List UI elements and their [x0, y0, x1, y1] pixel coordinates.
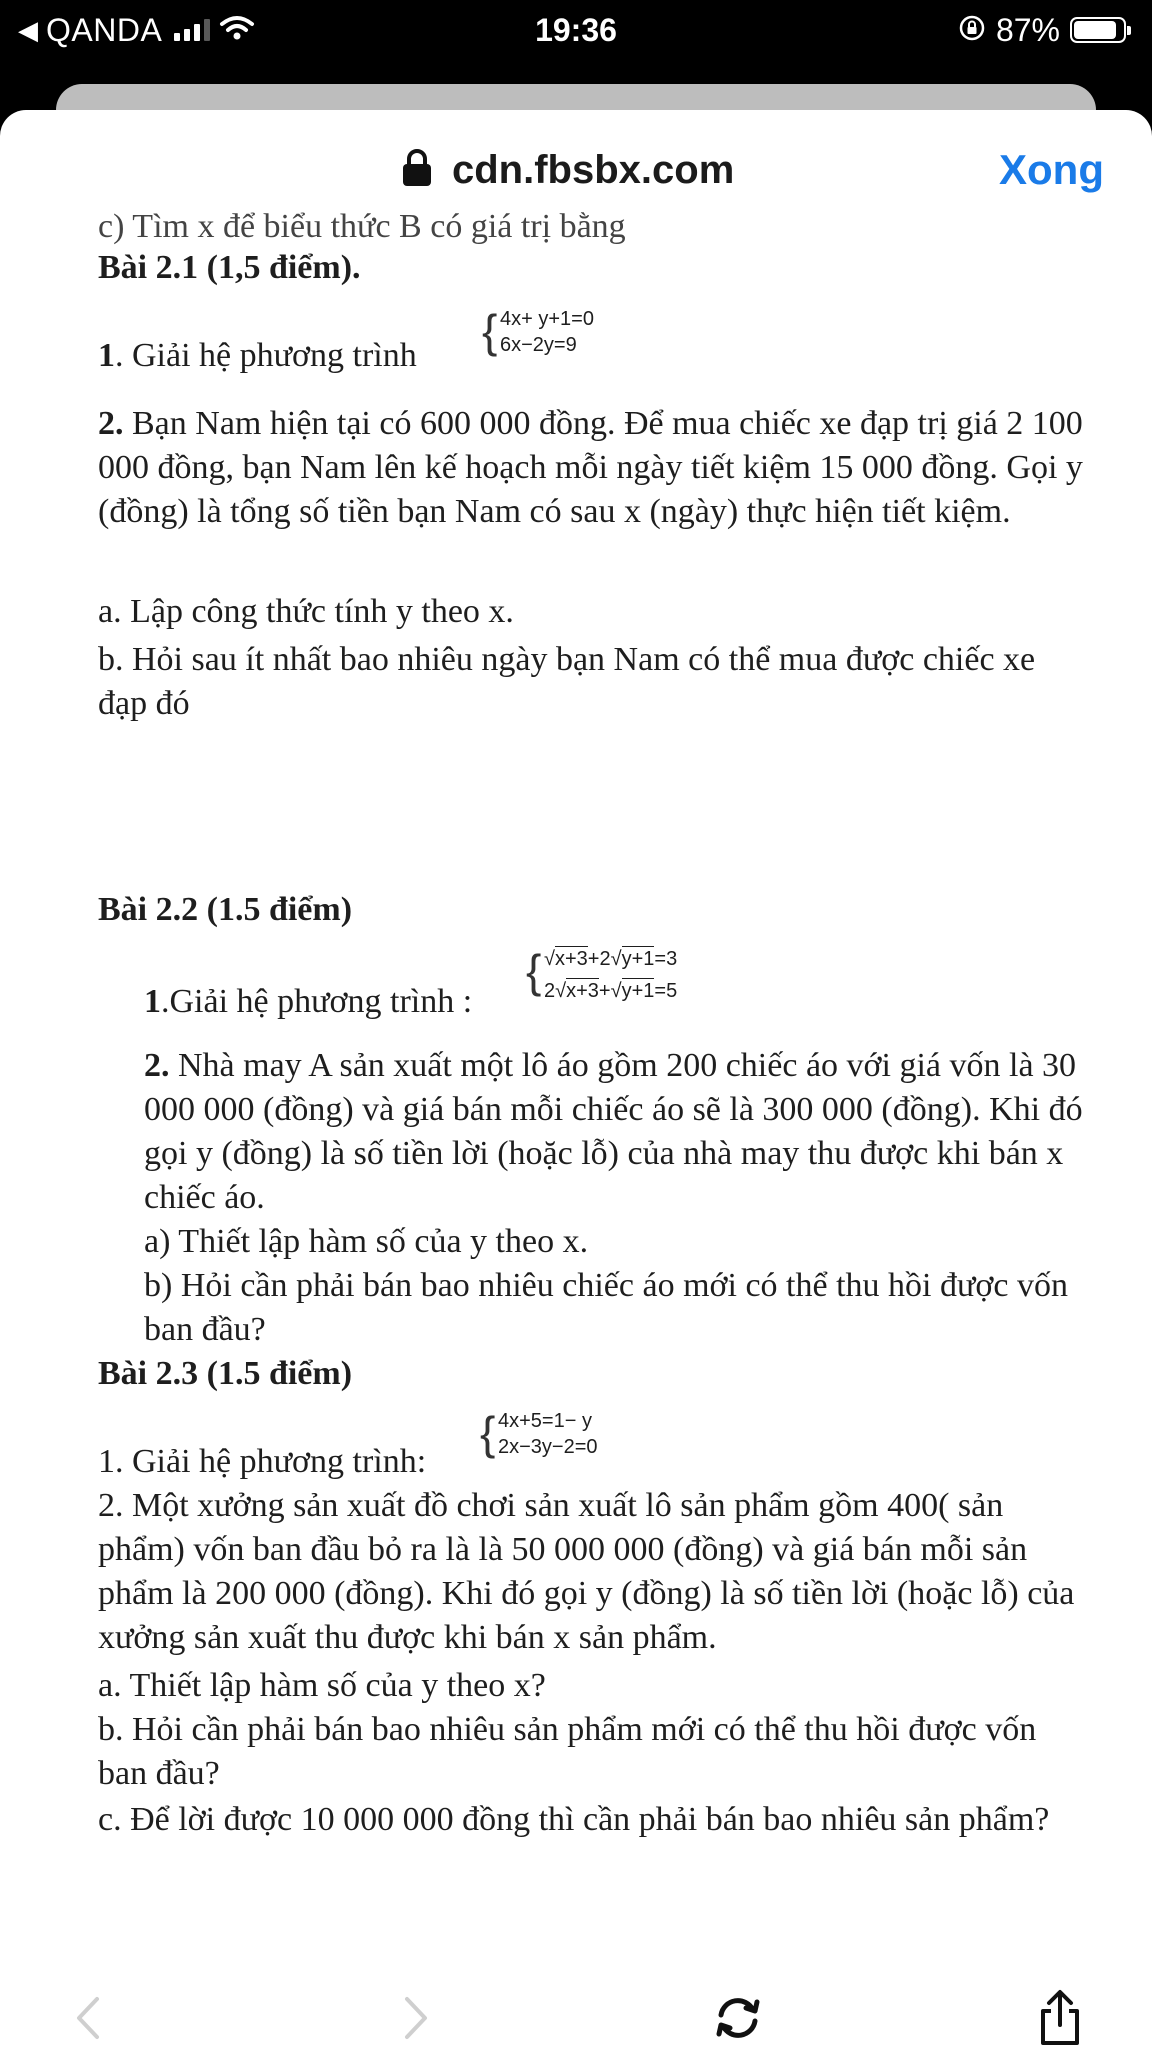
bai-2-1-a: a. Lập công thức tính y theo x.	[98, 593, 514, 630]
bai-2-2-q2-text: Nhà may A sản xuất một lô áo gồm 200 chiếc áo với giá vốn là 30 000 000 (đồng) và giá bán mỗi chiếc áo sẽ là 300 000 (đồng). Khi đó gọi y (đồng) là số tiền lời (hoặc lỗ) của nhà may thu được khi bán x chiếc áo.	[144, 1047, 1083, 1216]
bai-2-1-q2	[98, 402, 1088, 534]
bottom-toolbar	[0, 1988, 1152, 2048]
bai-2-1-q1-text: . Giải hệ phương trình	[115, 337, 417, 374]
cut-off-line: c) Tìm x để biểu thức B có giá trị bằng	[98, 208, 626, 245]
bai-2-3-system	[480, 1407, 680, 1466]
back-to-app-label[interactable]: QANDA	[46, 11, 163, 48]
bai-2-1-system	[482, 305, 682, 364]
bai-2-1-q2-num: 2.	[98, 405, 124, 442]
bai-2-2-title: Bài 2.2 (1.5 điểm)	[98, 891, 353, 928]
bai-2-2-eq1: √x+3+2√y+1=3	[544, 948, 678, 970]
bai-2-3-title: Bài 2.3 (1.5 điểm)	[98, 1355, 353, 1392]
bai-2-1-q1-num: 1	[98, 337, 115, 374]
bai-2-2-b: b) Hỏi cần phải bán bao nhiêu chiếc áo mới có thể thu hồi được vốn ban đầu?	[144, 1267, 1068, 1348]
bai-2-3-b: b. Hỏi cần phải bán bao nhiêu sản phẩm mới có thể thu hồi được vốn ban đầu?	[98, 1711, 1037, 1792]
bai-2-1-eq1: 4x+ y+1=0	[500, 308, 594, 330]
url-text[interactable]: cdn.fbsbx.com	[452, 147, 735, 192]
bai-2-1-title: Bài 2.1 (1,5 điểm).	[98, 249, 361, 286]
brace-icon: {	[482, 305, 498, 357]
bai-2-2-q1-text: .Giải hệ phương trình :	[161, 983, 473, 1020]
document-view[interactable]	[0, 208, 1152, 1988]
brace-icon: {	[480, 1407, 496, 1459]
bai-2-3-eq2: 2x−3y−2=0	[498, 1436, 598, 1458]
bai-2-3-q1: 1. Giải hệ phương trình:	[98, 1443, 427, 1480]
bai-2-1-b: b. Hỏi sau ít nhất bao nhiêu ngày bạn Nam có thể mua được chiếc xe đạp đó	[98, 641, 1036, 722]
browser-sheet	[0, 110, 1152, 2048]
bai-2-3-q2: 2. Một xưởng sản xuất đồ chơi sản xuất lô sản phẩm gồm 400( sản phẩm) vốn ban đầu bỏ ra là là 50 000 000 (đồng) và giá bán mỗi sản phẩm là 200 000 (đồng). Khi đó gọi y (đồng) là số tiền lời (hoặc lỗ) của xưởng sản xuất thu được khi bán x sản phẩm.	[98, 1487, 1075, 1656]
bai-2-2-a: a) Thiết lập hàm số của y theo x.	[144, 1223, 589, 1260]
bai-2-3-eq1: 4x+5=1− y	[498, 1410, 592, 1432]
done-button[interactable]: Xong	[999, 146, 1104, 193]
bai-2-3-a: a. Thiết lập hàm số của y theo x?	[98, 1667, 546, 1704]
bai-2-2-system	[526, 945, 766, 1008]
bai-2-3-c: c. Để lời được 10 000 000 đồng thì cần phải bán bao nhiêu sản phẩm?	[98, 1801, 1050, 1838]
battery-percent: 87%	[995, 11, 1060, 48]
back-arrow-icon[interactable]	[58, 1988, 118, 2048]
brace-icon: {	[526, 945, 542, 997]
status-right	[958, 8, 1126, 52]
status-time: 19:36	[535, 12, 617, 48]
reload-icon[interactable]	[708, 1988, 768, 2048]
back-to-app-icon[interactable]: ◀	[18, 14, 38, 45]
bai-2-1-q2-text: Bạn Nam hiện tại có 600 000 đồng. Để mua chiếc xe đạp trị giá 2 100 000 đồng, bạn Nam lên kế hoạch mỗi ngày tiết kiệm 15 000 đồng. Gọi y (đồng) là tổng số tiền bạn Nam có sau x (ngày) thực hiện tiết kiệm.	[98, 405, 1083, 530]
bai-2-2-q2-num: 2.	[144, 1047, 170, 1084]
status-bar	[0, 0, 1152, 62]
forward-arrow-icon[interactable]	[386, 1988, 446, 2048]
orientation-lock-icon	[958, 14, 986, 47]
bai-2-2-eq2: 2√x+3+√y+1=5	[544, 980, 678, 1002]
bai-2-2-q2	[144, 1044, 1088, 1220]
bai-2-2-q1-num: 1	[144, 983, 161, 1020]
battery-level	[1074, 21, 1116, 39]
lock-icon	[400, 148, 434, 193]
bai-2-1-eq2: 6x−2y=9	[500, 334, 577, 356]
share-icon[interactable]	[1030, 1988, 1090, 2048]
address-display[interactable]	[400, 142, 734, 198]
battery-icon	[1070, 17, 1126, 43]
